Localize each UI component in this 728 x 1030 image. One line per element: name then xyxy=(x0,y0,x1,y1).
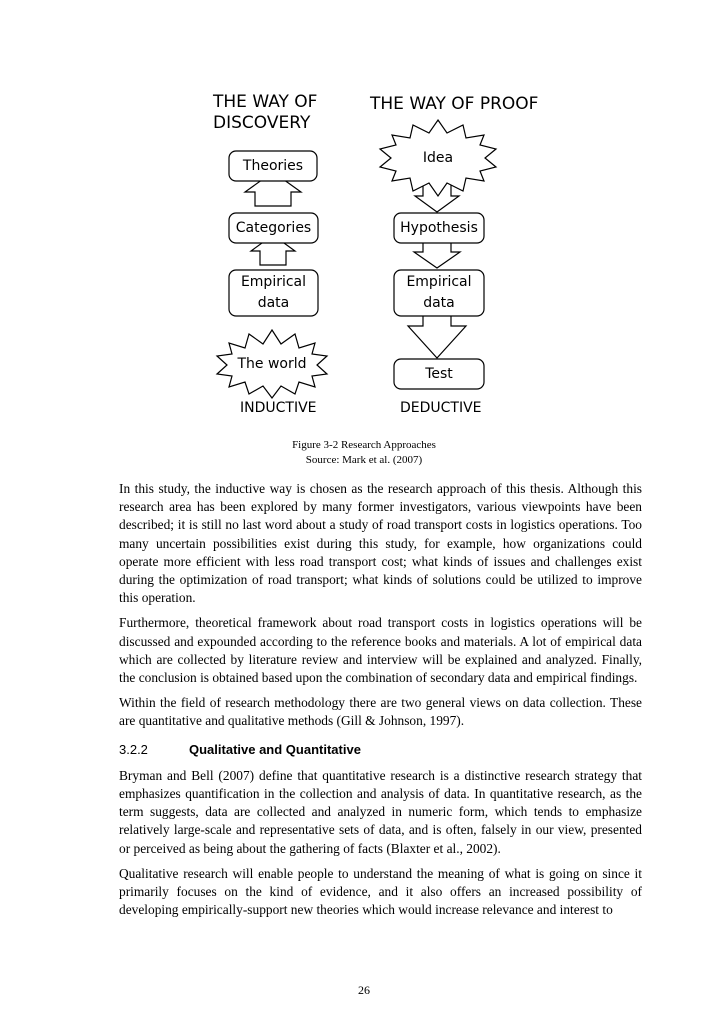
paragraph: Furthermore, theoretical framework about road transport costs in logistics operations will be discussed and expounded according to the reference books and materials. A lot of empirical data which are collected by literature review and interview will be explained and analyzed. Finally, the conclusion is obtained based upon the combination of secondary data and empirical findings. xyxy=(119,615,642,686)
paragraph: Qualitative research will enable people to understand the meaning of what is going on since it primarily focuses on the kind of evidence, and it also offers an increased possibility of developing empirically-support new theories which would increase relevance and interest to xyxy=(119,865,642,918)
research-approaches-figure xyxy=(195,88,539,423)
paragraph: Within the field of research methodology there are two general views on data collection. These are quantitative and qualitative methods (Gill & Johnson, 1997). xyxy=(119,695,642,729)
label-hypothesis: Hypothesis xyxy=(400,220,478,236)
label-test: Test xyxy=(425,366,453,382)
figure-caption-title: Figure 3-2 Research Approaches xyxy=(292,439,436,451)
label-empirical-data-inductive: Empirical data xyxy=(240,274,307,311)
label-empirical-data-deductive: Empirical data xyxy=(406,274,472,311)
page-number: 26 xyxy=(358,983,370,997)
inductive-footer: INDUCTIVE xyxy=(240,400,317,416)
arrow-down-2 xyxy=(414,242,460,268)
label-the-world: The world xyxy=(237,356,307,372)
deductive-title: THE WAY OF PROOF xyxy=(370,94,539,114)
label-theories: Theories xyxy=(242,158,304,174)
paragraph: Bryman and Bell (2007) define that quantitative research is a distinctive research strategy that emphasizes quantification in the collection and analysis of data. In quantitative research, as the term suggests, data are collected and analyzed in numeric form, which tends to emphasize relatively large-scale and representative sets of data, and is often, falsely in our view, presented or perceived as being about the gathering of facts (Blaxter et al., 2002). xyxy=(119,767,642,856)
label-idea: Idea xyxy=(422,150,454,166)
paragraph: In this study, the inductive way is chosen as the research approach of this thesis. Although this research area has been explored by many former investigators, various viewpoints have been described; it is still no last word about a study of road transport costs in logistics operations. Too many uncertain possibilities exist during this study, for example, how organizations could operate more efficient with less road transport cost; what kinds of issues and challenges exist during the optimization of road transport; what kinds of solutions could be utilized to improve this operation. xyxy=(119,481,642,606)
section-number: 3.2.2 xyxy=(119,741,148,757)
inductive-title: THE WAY OF DISCOVERY xyxy=(213,92,318,133)
figure-caption-source: Source: Mark et al. (2007) xyxy=(305,454,423,466)
section-heading xyxy=(119,741,642,759)
label-categories: Categories xyxy=(235,220,312,236)
arrow-down-3 xyxy=(408,312,466,358)
section-title: Qualitative and Quantitative xyxy=(189,741,361,757)
deductive-footer: DEDUCTIVE xyxy=(400,400,482,416)
body-text xyxy=(119,480,642,926)
